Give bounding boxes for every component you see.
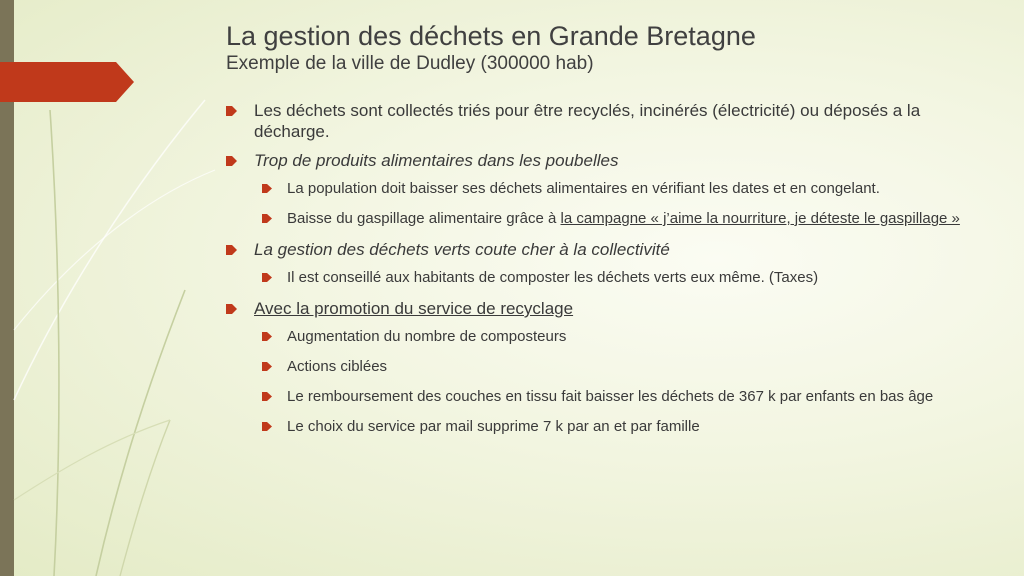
sub-bullet-item	[262, 357, 986, 376]
arrow-bullet-icon	[226, 239, 254, 260]
sub-bullet-text: Augmentation du nombre de composteurs	[287, 328, 567, 345]
sub-bullet-text: La population doit baisser ses déchets alimentaires en vérifiant les dates et en congelant.	[287, 180, 880, 197]
sub-bullet-item	[262, 417, 986, 436]
bullet-item	[226, 239, 986, 260]
bullet-text: Trop de produits alimentaires dans les poubelles	[254, 151, 619, 170]
arrow-bullet-icon	[226, 100, 254, 121]
sub-bullet-item	[262, 209, 986, 228]
bullet-list	[226, 100, 986, 447]
arrow-bullet-icon	[262, 179, 287, 198]
bullet-item	[226, 298, 986, 319]
sub-bullet-text	[287, 209, 986, 228]
bullet-item	[226, 150, 986, 171]
sub-bullet-text: Il est conseillé aux habitants de composter les déchets verts eux même. (Taxes)	[287, 269, 819, 286]
bullet-text: La gestion des déchets verts coute cher à la collectivité	[254, 240, 670, 259]
sub-bullet-text: Actions ciblées	[287, 358, 388, 375]
arrow-bullet-icon	[262, 268, 287, 287]
sub-bullet-item	[262, 327, 986, 346]
arrow-bullet-icon	[262, 327, 287, 346]
arrow-bullet-icon	[226, 298, 254, 319]
sub-bullet-item	[262, 387, 986, 406]
recycling-service-link[interactable]: Avec la promotion du service de recyclage	[254, 299, 574, 318]
bullet-item	[226, 100, 986, 142]
arrow-bullet-icon	[262, 417, 287, 436]
sub-bullet-prefix: Baisse du gaspillage alimentaire grâce à	[287, 210, 561, 227]
campaign-link[interactable]: la campagne « j’aime la nourriture, je déteste le gaspillage »	[560, 210, 960, 227]
sub-bullet-item	[262, 268, 986, 287]
sub-bullet-text: Le remboursement des couches en tissu fait baisser les déchets de 367 k par enfants en bas âge	[287, 388, 934, 405]
sub-bullet-text: Le choix du service par mail supprime 7 k par an et par famille	[287, 418, 700, 435]
arrow-bullet-icon	[262, 357, 287, 376]
arrow-bullet-icon	[226, 150, 254, 171]
slide-title: La gestion des déchets en Grande Bretagne	[226, 21, 756, 51]
sub-bullet-item	[262, 179, 986, 198]
red-arrow-banner	[0, 62, 134, 102]
arrow-bullet-icon	[262, 387, 287, 406]
arrow-bullet-icon	[262, 209, 287, 228]
slide-subtitle: Exemple de la ville de Dudley (300000 hab)	[226, 53, 594, 74]
bullet-text: Les déchets sont collectés triés pour être recyclés, incinérés (électricité) ou déposés a la décharge.	[254, 101, 921, 141]
